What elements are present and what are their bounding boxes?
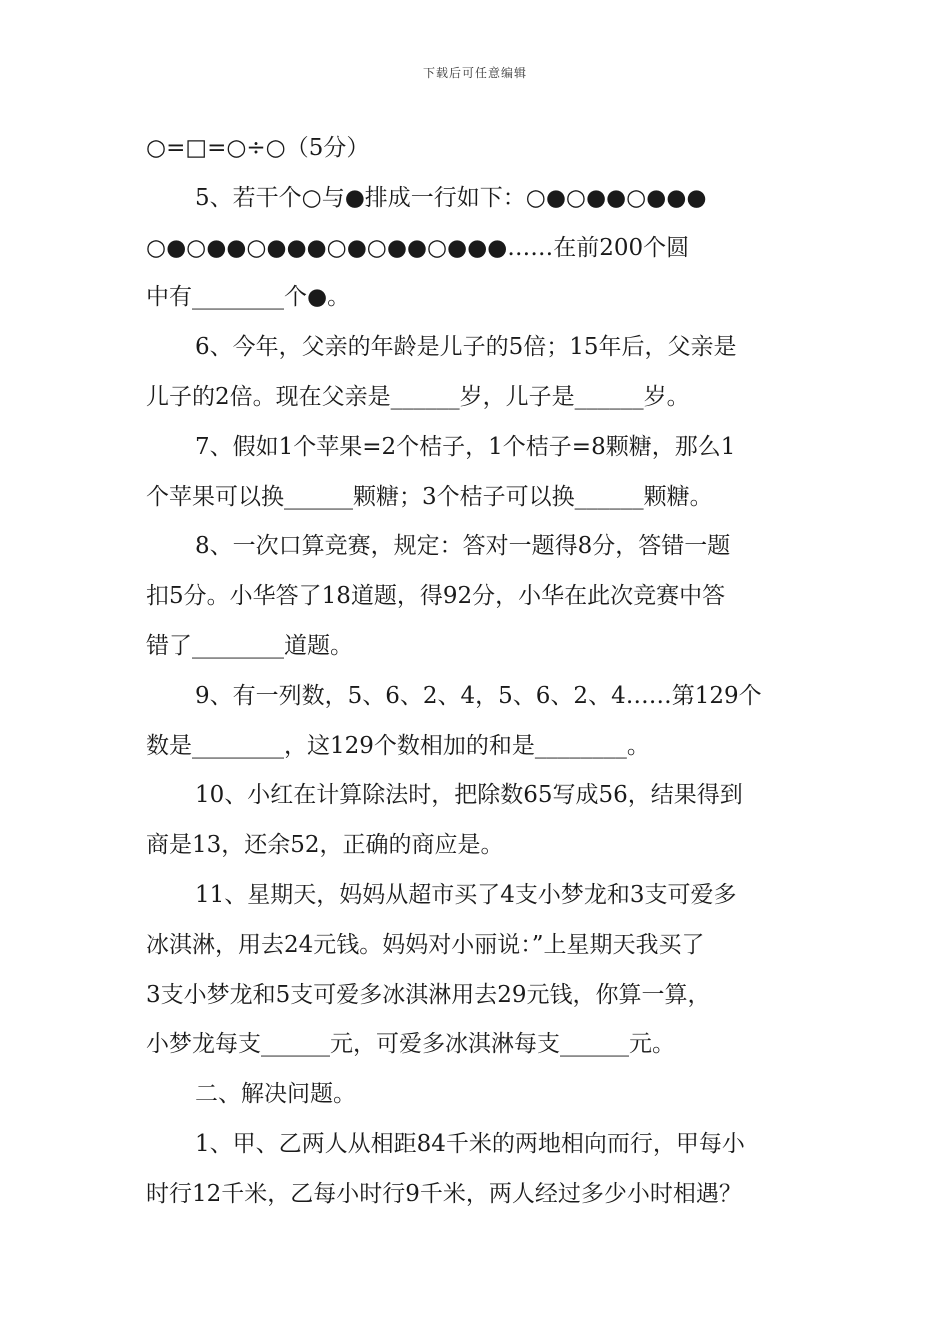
question-5-line-1: 5、若干个○与●排成一行如下：○●○●●○●●● [195,184,707,211]
question-5-line-3: 中有________个●。 [146,284,351,311]
question-8-line-1: 8、一次口算竞赛，规定：答对一题得8分，答错一题 [195,533,731,560]
question-8-line-3: 错了________道题。 [146,632,353,659]
question-9-line-1: 9、有一列数，5、6、2、4，5、6、2、4……第129个 [195,682,762,709]
question-6-line-1: 6、今年，父亲的年龄是儿子的5倍；15年后，父亲是 [195,334,737,361]
question-11-line-2: 冰淇淋，用去24元钱。妈妈对小丽说：”上星期天我买了 [146,931,705,958]
question-8-line-2: 扣5分。小华答了18道题，得92分，小华在此次竞赛中答 [146,583,726,610]
question-11-line-3: 3支小梦龙和5支可爱多冰淇淋用去29元钱，你算一算， [146,981,711,1008]
question-5-line-2: ○●○●●○●●●○●○●●○●●●……在前200个圆 [146,234,690,261]
question-11-line-1: 11、星期天，妈妈从超市买了4支小梦龙和3支可爱多 [195,881,737,908]
question-9-line-2: 数是________，这129个数相加的和是________。 [146,732,650,759]
question-7-line-1: 7、假如1个苹果=2个桔子，1个桔子=8颗糖，那么1 [195,433,736,460]
question-6-line-2: 儿子的2倍。现在父亲是______岁，儿子是______岁。 [146,383,690,410]
document-body [146,124,810,1220]
page-header: 下载后可任意编辑 [422,66,527,80]
section-heading: 二、解决问题。 [195,1081,356,1108]
question-7-line-2: 个苹果可以换______颗糖；3个桔子可以换______颗糖。 [146,483,713,510]
question-10-line-2: 商是13，还余52，正确的商应是。 [146,832,504,859]
problem-1-line-2: 时行12千米，乙每小时行9千米，两人经过多少小时相遇？ [146,1180,742,1207]
question-11-line-4: 小梦龙每支______元，可爱多冰淇淋每支______元。 [146,1031,675,1058]
formula-line: ○=□=○÷○（5分） [146,135,370,161]
question-10-line-1: 10、小红在计算除法时，把除数65写成56，结果得到 [195,782,743,809]
problem-1-line-1: 1、甲、乙两人从相距84千米的两地相向而行，甲每小 [195,1130,745,1157]
